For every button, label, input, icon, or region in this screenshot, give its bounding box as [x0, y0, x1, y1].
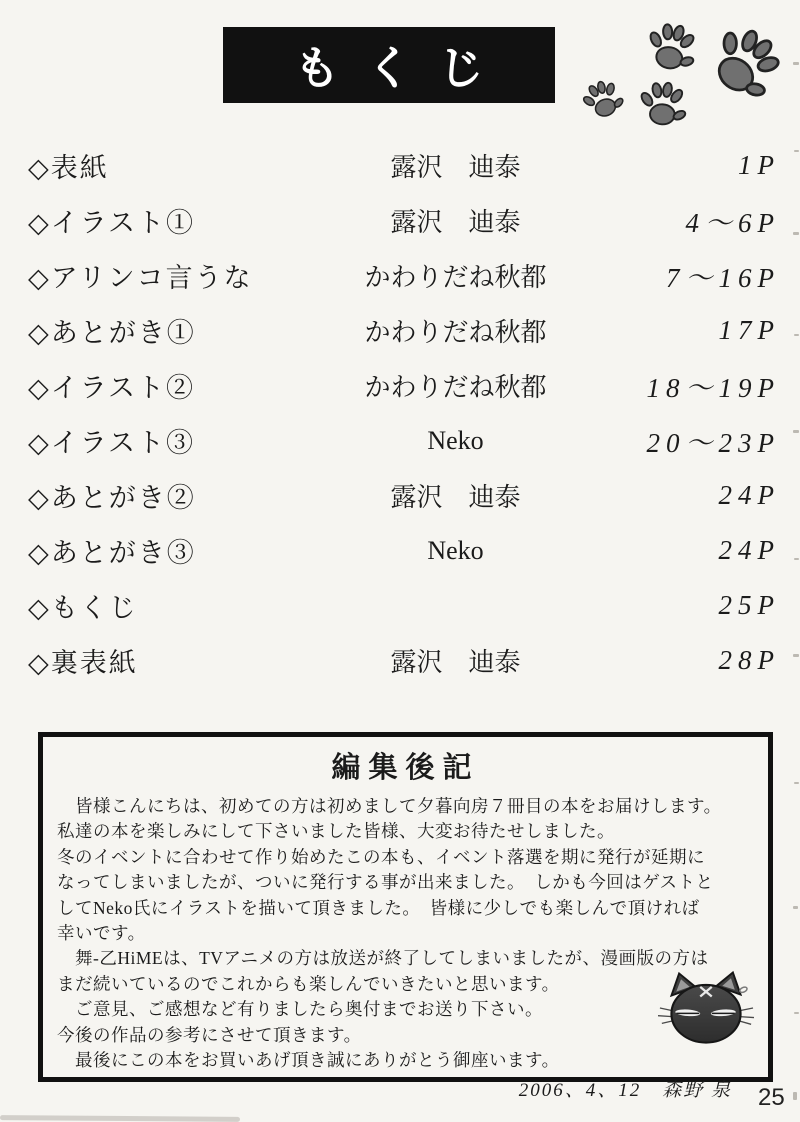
toc-entry-author: 露沢 迪泰 [390, 483, 521, 512]
toc-entry-pages: 24P [718, 480, 780, 510]
afterword-line: 冬のイベントに合わせて作り始めたこの本も、イベント落選を期に発行が延期に [57, 846, 705, 867]
toc-row [28, 413, 780, 468]
afterword-line: 幸いです。 [57, 923, 146, 944]
afterword-line: ご意見、ご感想など有りましたら奥付までお送り下さい。 [57, 999, 543, 1020]
toc-entry-pages: 20～23P [646, 428, 780, 458]
scan-artifact [0, 1115, 240, 1122]
toc-entry-author: 露沢 迪泰 [390, 648, 521, 677]
paw-print-icon [575, 10, 800, 135]
page-number: 25 [758, 1084, 785, 1111]
scan-artifact [793, 430, 799, 433]
cat-earring [739, 986, 748, 993]
toc-entry-pages: 18～19P [646, 373, 780, 403]
afterword-title: 編集後記 [331, 752, 480, 784]
afterword-box [38, 732, 773, 1102]
afterword-line: 今後の作品の参考にさせて頂きます。 [57, 1024, 362, 1045]
afterword-line: 舞-乙HiMEは、TVアニメの方は放送が終了してしまいましたが、漫画版の方は [57, 948, 709, 969]
toc-row [28, 633, 780, 688]
scan-artifact [793, 232, 799, 235]
toc-entry-title: ◇あとがき② [28, 483, 196, 513]
toc-entry-author: Neko [427, 535, 484, 565]
scan-artifact [794, 334, 799, 336]
scan-artifact [793, 1092, 797, 1100]
toc-row [28, 523, 780, 578]
afterword-line: なってしまいましたが、ついに発行する事が出来ました。 しかも今回はゲストと [57, 872, 714, 893]
scan-artifact [793, 906, 798, 909]
toc-entry-pages: 24P [718, 535, 780, 565]
toc-entry-author: かわりだね秋都 [364, 318, 547, 347]
toc-entry-title: ◇イラスト③ [28, 428, 195, 458]
toc-entry-author: 露沢 迪泰 [390, 153, 521, 182]
toc-row [28, 468, 780, 523]
page-title: もくじ [292, 42, 511, 94]
afterword-signature: 2006、4、12 森野 泉 [518, 1080, 732, 1102]
afterword-line: まだ続いているのでこれからも楽しんでいきたいと思います。 [57, 973, 560, 994]
toc-entry-author: Neko [427, 425, 484, 455]
header-box [223, 27, 555, 103]
scan-artifact [794, 558, 799, 560]
scan-artifact [794, 782, 799, 784]
afterword-line: 皆様こんにちは、初めての方は初めまして夕暮向房７冊目の本をお届けします。 [57, 796, 722, 816]
toc-entry-author: 露沢 迪泰 [390, 208, 521, 237]
toc-entry-pages: 25P [718, 590, 780, 620]
toc-entry-author: かわりだね秋都 [364, 263, 547, 292]
afterword-line: 最後にこの本をお買いあげ頂き誠にありがとう御座います。 [57, 1050, 560, 1071]
toc-row [28, 358, 780, 413]
toc-entry-title: ◇あとがき① [28, 318, 196, 348]
toc-row [28, 578, 780, 633]
toc-entry-author: かわりだね秋都 [364, 373, 547, 402]
toc-row [28, 138, 780, 193]
toc-entry-pages: 28P [718, 645, 780, 675]
afterword-line: 私達の本を楽しみにして下さいました皆様、大変お待たせしました。 [57, 821, 615, 842]
afterword-line: してNeko氏にイラストを描いて頂きました。 皆様に少しでも楽しんで頂ければ [57, 897, 700, 918]
scan-artifact [793, 62, 799, 65]
scan-artifact [794, 150, 799, 152]
toc-row [28, 303, 780, 358]
toc-entry-title: ◇アリンコ言うな [28, 263, 253, 293]
toc-entry-title: ◇あとがき③ [28, 538, 196, 568]
toc-list [28, 138, 780, 688]
toc-entry-title: ◇イラスト① [28, 208, 195, 238]
toc-entry-title: ◇もくじ [28, 593, 138, 623]
scan-artifact [794, 1012, 799, 1014]
toc-row [28, 248, 780, 303]
cat-face-icon [658, 969, 754, 1047]
scan-artifact [793, 654, 799, 657]
toc-entry-pages: 1P [738, 150, 780, 180]
toc-entry-title: ◇表紙 [28, 153, 109, 183]
toc-entry-title: ◇イラスト② [28, 373, 195, 403]
toc-entry-pages: 17P [718, 315, 780, 345]
toc-entry-pages: 4～6P [685, 208, 780, 238]
toc-entry-pages: 7～16P [666, 263, 780, 293]
toc-row [28, 193, 780, 248]
toc-entry-title: ◇裏表紙 [28, 648, 138, 678]
